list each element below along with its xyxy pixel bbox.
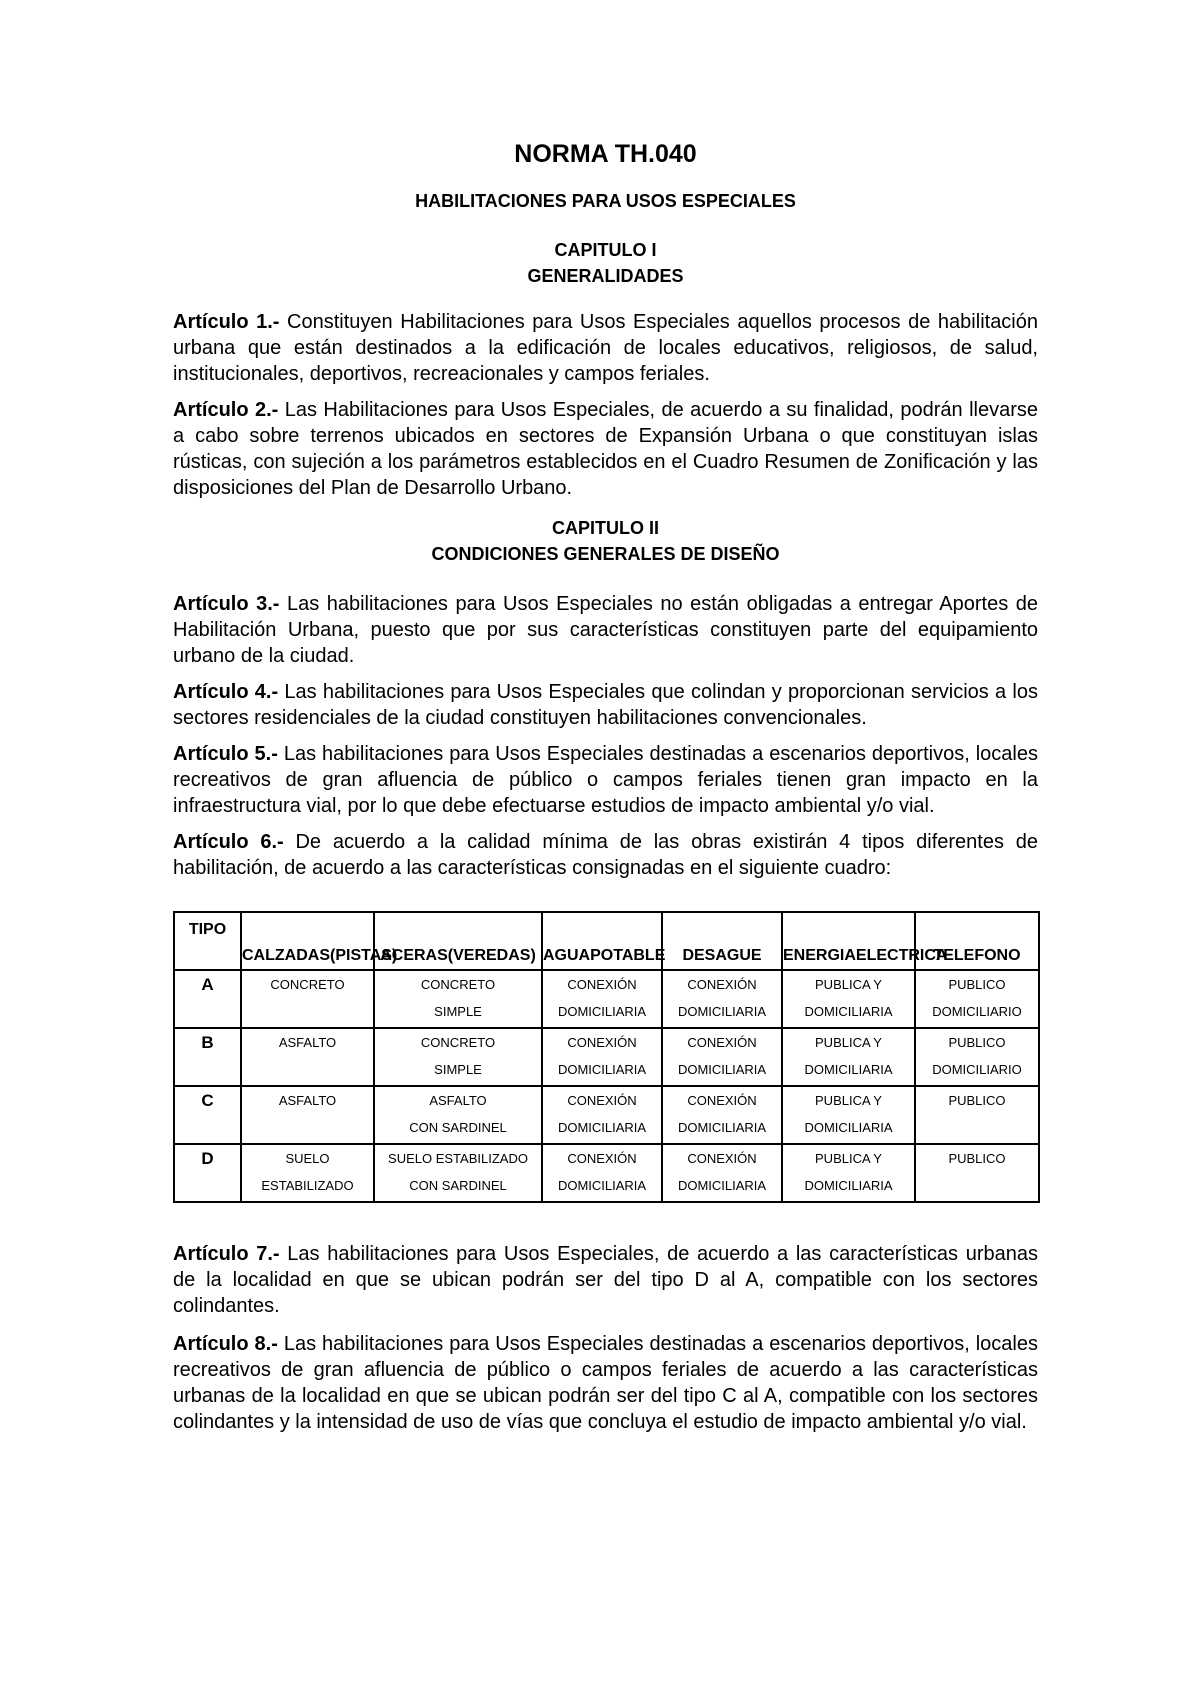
table-cell: PUBLICO <box>915 1144 1039 1202</box>
table-cell: SUELO ESTABILIZADO CON SARDINEL <box>374 1144 542 1202</box>
header-desague: DESAGUE <box>662 912 782 970</box>
header-calzadas: CALZADAS(PISTAS) <box>241 912 374 970</box>
table-cell: CONEXIÓN DOMICILIARIA <box>542 1086 662 1144</box>
table-row <box>174 1028 1039 1086</box>
table-cell: ASFALTO <box>241 1086 374 1144</box>
table-cell: PUBLICO <box>915 1086 1039 1144</box>
article-7-text: Las habilitaciones para Usos Especiales, de acuerdo a las características urbanas de la localidad en que se ubican podrán ser del tipo D al A, compatible con los sectores colindantes. <box>173 1243 1039 1317</box>
header-agua: AGUAPOTABLE <box>542 912 662 970</box>
table-cell: ASFALTO CON SARDINEL <box>374 1086 542 1144</box>
article-3-text: Las habilitaciones para Usos Especiales no están obligadas a entregar Aportes de Habilitación Urbana, puesto que por sus características constituyen parte del equipamiento urbano de la ciudad. <box>173 593 1039 667</box>
types-table <box>173 911 1040 1203</box>
article-7 <box>173 1241 1038 1319</box>
table-row <box>174 1144 1039 1202</box>
article-2-label: Artículo 2.- <box>173 399 279 421</box>
article-5-label: Artículo 5.- <box>173 743 278 765</box>
article-5 <box>173 741 1038 819</box>
article-5-text: Las habilitaciones para Usos Especiales destinadas a escenarios deportivos, locales recreativos de gran afluencia de público o campos feriales tienen gran impacto en la infraestructura vial, por lo que debe efectuarse estudios de impacto ambiental y/o vial. <box>173 743 1038 817</box>
document-subtitle: HABILITACIONES PARA USOS ESPECIALES <box>415 191 796 211</box>
table-cell: CONEXIÓN DOMICILIARIA <box>662 1028 782 1086</box>
article-3 <box>173 591 1038 669</box>
article-6 <box>173 829 1038 881</box>
table-cell: PUBLICO DOMICILIARIO <box>915 970 1039 1028</box>
header-tipo: TIPO <box>174 912 241 970</box>
article-8-text: Las habilitaciones para Usos Especiales destinadas a escenarios deportivos, locales recreativos de gran afluencia de público o campos feriales de acuerdo a las características urbanas de la localidad en que se ubican podrán ser del tipo C al A, compatible con los sectores colindantes y la intensidad de uso de vías que concluya el estudio de impacto ambiental y/o vial. <box>173 1333 1038 1433</box>
chapter-2-name: CONDICIONES GENERALES DE DISEÑO <box>431 544 780 564</box>
table-cell: PUBLICA Y DOMICILIARIA <box>782 1028 915 1086</box>
article-7-label: Artículo 7.- <box>173 1243 280 1265</box>
chapter-1-name: GENERALIDADES <box>527 266 684 286</box>
table-cell: CONEXIÓN DOMICILIARIA <box>662 970 782 1028</box>
table-cell: CONCRETO <box>241 970 374 1028</box>
chapter-1-number: CAPITULO I <box>554 240 657 260</box>
table-row <box>174 970 1039 1028</box>
row-tipo-cell: A <box>174 970 241 1028</box>
habilitation-types-table <box>173 911 1038 1203</box>
table-cell: ASFALTO <box>241 1028 374 1086</box>
chapter-2-number: CAPITULO II <box>552 518 659 538</box>
article-6-label: Artículo 6.- <box>173 831 284 853</box>
table-cell: CONEXIÓN DOMICILIARIA <box>542 970 662 1028</box>
article-4 <box>173 679 1038 731</box>
table-row <box>174 1086 1039 1144</box>
table-cell: CONCRETO SIMPLE <box>374 970 542 1028</box>
header-telefono: TELEFONO <box>915 912 1039 970</box>
table-cell: CONEXIÓN DOMICILIARIA <box>542 1144 662 1202</box>
table-cell: PUBLICO DOMICILIARIO <box>915 1028 1039 1086</box>
article-2 <box>173 397 1038 501</box>
row-tipo-cell: B <box>174 1028 241 1086</box>
table-cell: CONEXIÓN DOMICILIARIA <box>662 1144 782 1202</box>
document-page <box>173 140 1038 1445</box>
table-cell: CONEXIÓN DOMICILIARIA <box>542 1028 662 1086</box>
article-1-label: Artículo 1.- <box>173 311 280 333</box>
chapter-1-heading <box>173 237 1038 289</box>
article-8-label: Artículo 8.- <box>173 1333 278 1355</box>
table-cell: SUELO ESTABILIZADO <box>241 1144 374 1202</box>
header-energia: ENERGIAELECTRICA <box>782 912 915 970</box>
article-1-text: Constituyen Habilitaciones para Usos Especiales aquellos procesos de habilitación urbana que están destinados a la edificación de locales educativos, religiosos, de salud, institucionales, deportivos, recreacionales y campos feriales. <box>173 311 1039 385</box>
article-4-label: Artículo 4.- <box>173 681 279 703</box>
document-title: NORMA TH.040 <box>514 140 697 168</box>
row-tipo-cell: D <box>174 1144 241 1202</box>
header-aceras: ACERAS(VEREDAS) <box>374 912 542 970</box>
table-cell: CONCRETO SIMPLE <box>374 1028 542 1086</box>
table-cell: PUBLICA Y DOMICILIARIA <box>782 1086 915 1144</box>
table-header-row <box>174 912 1039 970</box>
article-3-label: Artículo 3.- <box>173 593 280 615</box>
article-6-text: De acuerdo a la calidad mínima de las obras existirán 4 tipos diferentes de habilitación, de acuerdo a las características consignadas en el siguiente cuadro: <box>173 831 1038 879</box>
chapter-2-heading <box>173 515 1038 567</box>
article-1 <box>173 309 1038 387</box>
table-cell: PUBLICA Y DOMICILIARIA <box>782 970 915 1028</box>
row-tipo-cell: C <box>174 1086 241 1144</box>
article-4-text: Las habilitaciones para Usos Especiales que colindan y proporcionan servicios a los sectores residenciales de la ciudad constituyen habilitaciones convencionales. <box>173 681 1038 729</box>
table-cell: CONEXIÓN DOMICILIARIA <box>662 1086 782 1144</box>
article-2-text: Las Habilitaciones para Usos Especiales, de acuerdo a su finalidad, podrán llevarse a cabo sobre terrenos ubicados en sectores de Expansión Urbana o que constituyan islas rústicas, con sujeción a los parámetros establecidos en el Cuadro Resumen de Zonificación y las disposiciones del Plan de Desarrollo Urbano. <box>173 399 1039 499</box>
table-cell: PUBLICA Y DOMICILIARIA <box>782 1144 915 1202</box>
article-8 <box>173 1331 1038 1435</box>
